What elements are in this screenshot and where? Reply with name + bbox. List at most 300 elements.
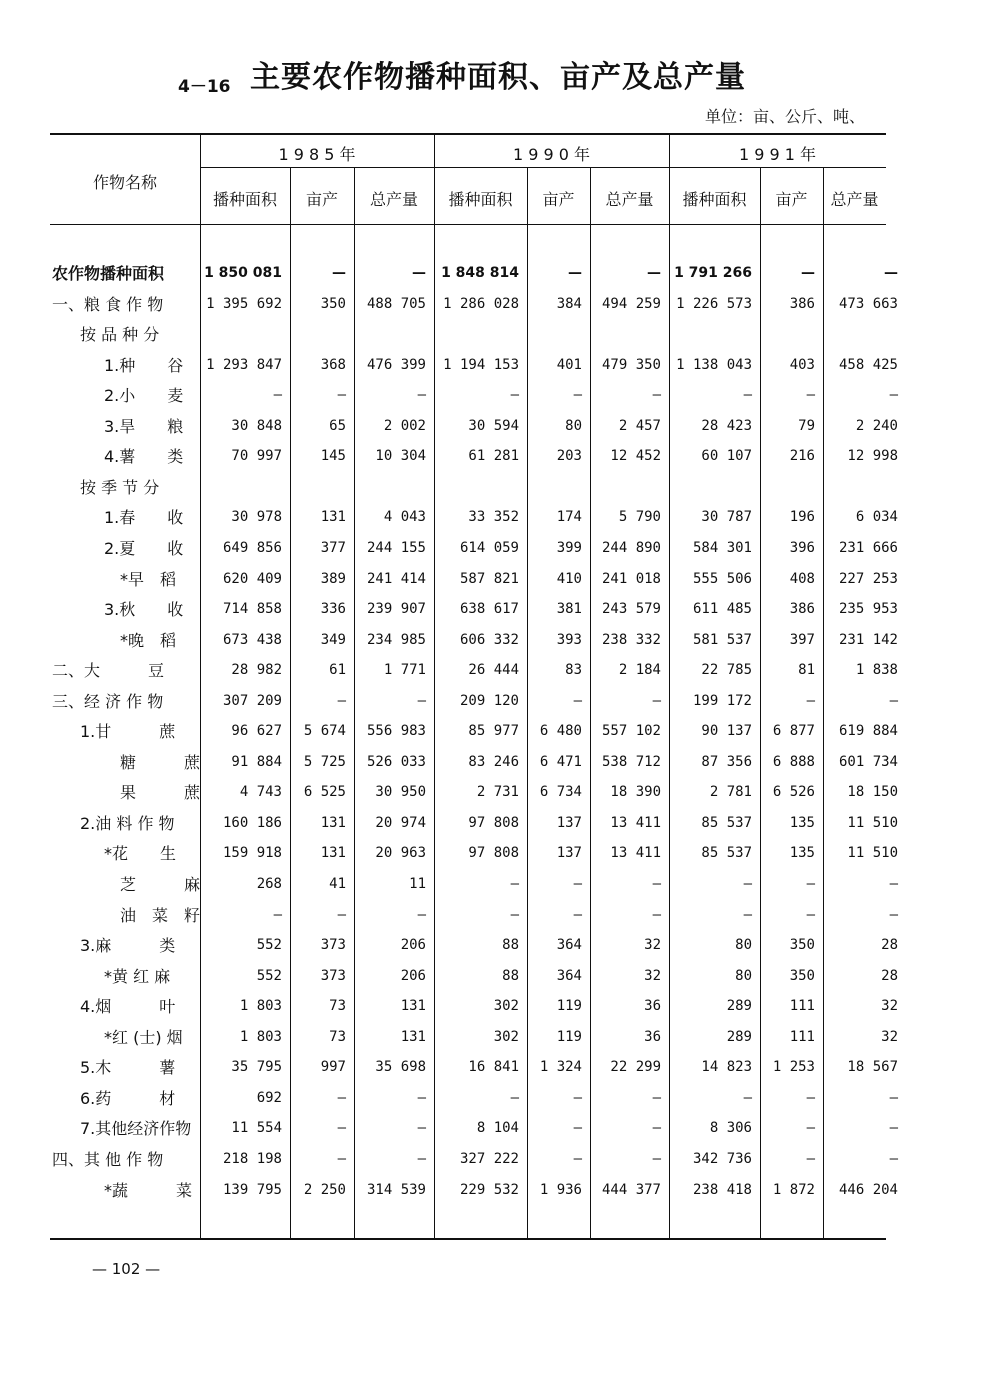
value-cell: —	[337, 906, 346, 923]
header-total-output: 总产量	[369, 190, 418, 209]
value-cell: —	[889, 387, 898, 404]
value-cell: 11 510	[847, 845, 898, 862]
value-cell	[356, 472, 426, 503]
value-cell: 389	[320, 570, 346, 587]
value-cell: 336	[320, 601, 346, 618]
value-cell: 96 627	[231, 723, 282, 740]
value-cell: 216	[789, 448, 815, 465]
header-total-output: 总产量	[830, 190, 879, 209]
value-cell: —	[743, 906, 752, 923]
value-cell: 91 884	[231, 753, 282, 770]
value-cell: 18 567	[847, 1059, 898, 1076]
value-cell	[286, 319, 346, 350]
value-cell: —	[652, 906, 661, 923]
table-row	[0, 1175, 1000, 1206]
value-cell: 11 510	[847, 814, 898, 831]
value-cell: 28 982	[231, 662, 282, 679]
value-cell: 373	[320, 967, 346, 984]
table-row	[0, 900, 1000, 931]
header-total-output: 总产量	[605, 190, 654, 209]
value-cell: 206	[400, 967, 426, 984]
value-cell: 1 872	[772, 1181, 815, 1198]
value-cell: —	[332, 265, 346, 281]
crop-name: 按 品 种 分	[80, 325, 160, 345]
value-cell: 209 120	[459, 692, 519, 709]
value-cell	[286, 472, 346, 503]
value-cell: 119	[556, 1028, 582, 1045]
value-cell: 139 795	[222, 1181, 282, 1198]
value-cell: 35 795	[231, 1059, 282, 1076]
value-cell: —	[412, 265, 426, 281]
value-cell: 401	[556, 356, 582, 373]
header-year-1991: 1 9 9 1 年	[738, 145, 817, 164]
table-row	[0, 655, 1000, 686]
value-cell: 8 104	[476, 1120, 519, 1137]
value-cell	[672, 319, 752, 350]
value-cell: 5 674	[303, 723, 346, 740]
header-yield: 亩产	[542, 190, 575, 209]
value-cell: —	[337, 1150, 346, 1167]
table-row	[0, 625, 1000, 656]
table-row	[0, 1113, 1000, 1144]
value-cell: 368	[320, 356, 346, 373]
value-cell: 581 537	[692, 631, 752, 648]
table-row	[0, 869, 1000, 900]
value-cell: —	[889, 692, 898, 709]
table-row	[0, 930, 1000, 961]
value-cell: 234 985	[366, 631, 426, 648]
crop-name: *花 生	[104, 844, 177, 864]
value-cell: 61	[329, 662, 346, 679]
value-cell: 350	[789, 967, 815, 984]
value-cell: 314 539	[366, 1181, 426, 1198]
table-row	[0, 838, 1000, 869]
value-cell: 473 663	[838, 295, 898, 312]
table-row	[0, 1052, 1000, 1083]
table-row	[0, 258, 1000, 289]
value-cell: 1 226 573	[676, 295, 752, 312]
crop-name: 芝 麻	[120, 875, 201, 894]
value-cell: 494 259	[601, 295, 661, 312]
crop-name: 3.旱 粮	[104, 416, 184, 436]
value-cell	[672, 472, 752, 503]
crop-name: 1.春 收	[104, 508, 184, 528]
value-cell: —	[273, 387, 282, 404]
value-cell: 231 666	[838, 539, 898, 556]
value-cell: 65	[329, 417, 346, 434]
value-cell: —	[889, 1089, 898, 1106]
value-cell: 131	[400, 1028, 426, 1045]
header-year-1985: 1 9 8 5 年	[278, 145, 356, 164]
value-cell: 203	[556, 448, 582, 465]
value-cell: 611 485	[692, 601, 752, 618]
value-cell: 381	[556, 601, 582, 618]
value-cell: 60 107	[701, 448, 752, 465]
unit-note: 单位：亩、公斤、吨、	[704, 107, 865, 126]
value-cell: 11 554	[231, 1120, 282, 1137]
table-row	[0, 564, 1000, 595]
value-cell: 18 390	[610, 784, 661, 801]
table-row	[0, 472, 1000, 503]
value-cell: —	[573, 1120, 582, 1137]
value-cell: —	[417, 387, 426, 404]
value-cell	[591, 472, 661, 503]
value-cell: 692	[256, 1089, 282, 1106]
table-row	[0, 289, 1000, 320]
header-yield: 亩产	[305, 190, 338, 209]
value-cell: —	[884, 265, 898, 281]
value-cell: 1 850 081	[204, 265, 282, 281]
value-cell: 584 301	[692, 539, 752, 556]
value-cell: 446 204	[838, 1181, 898, 1198]
value-cell: 4 043	[383, 509, 426, 526]
page-title: 主要农作物播种面积、亩产及总产量	[250, 60, 746, 95]
value-cell	[200, 472, 282, 503]
value-cell: —	[573, 876, 582, 892]
value-cell: 30 978	[231, 509, 282, 526]
table-row	[0, 716, 1000, 747]
value-cell: —	[806, 1150, 815, 1167]
value-cell: 131	[320, 845, 346, 862]
value-cell: 476 399	[366, 356, 426, 373]
crop-name: 二、大 豆	[52, 661, 165, 681]
value-cell: 145	[320, 448, 346, 465]
value-cell: 384	[556, 295, 582, 312]
value-cell: —	[417, 1120, 426, 1137]
value-cell: 199 172	[692, 692, 752, 709]
value-cell: 32	[644, 967, 661, 984]
value-cell: 8 306	[709, 1120, 752, 1137]
value-cell: 235 953	[838, 601, 898, 618]
header-year-1990: 1 9 9 0 年	[512, 145, 591, 164]
value-cell: 83 246	[468, 753, 519, 770]
value-cell: —	[743, 876, 752, 892]
value-cell: 11	[409, 876, 426, 892]
crop-name: 1.种 谷	[104, 355, 184, 375]
table-number: 4－16	[178, 77, 231, 97]
crop-name: 糖 蔗	[120, 752, 201, 772]
value-cell: 36	[644, 1028, 661, 1045]
crop-name: 5.木 薯	[80, 1058, 176, 1078]
value-cell: 1 286 028	[443, 295, 519, 312]
value-cell: —	[806, 1120, 815, 1137]
crop-name: 三、经 济 作 物	[52, 691, 164, 711]
value-cell: 243 579	[601, 601, 661, 618]
value-cell: —	[652, 1120, 661, 1137]
crop-name: 按 季 节 分	[80, 477, 160, 497]
value-cell: 30 787	[701, 509, 752, 526]
crop-name: 四、其 他 作 物	[52, 1149, 164, 1169]
value-cell: 1 771	[383, 662, 426, 679]
value-cell: 28 423	[701, 417, 752, 434]
value-cell: 206	[400, 937, 426, 954]
value-cell: —	[806, 1089, 815, 1106]
crop-name: 6.药 材	[80, 1088, 176, 1108]
value-cell: 73	[329, 1028, 346, 1045]
crop-name: 1.甘 蔗	[80, 722, 176, 742]
crop-name: *早 稻	[120, 569, 177, 589]
value-cell: 80	[565, 417, 582, 434]
value-cell: 85 537	[701, 845, 752, 862]
value-cell: 619 884	[838, 723, 898, 740]
value-cell: 238 332	[601, 631, 661, 648]
value-cell: 131	[320, 814, 346, 831]
value-cell: 649 856	[222, 539, 282, 556]
value-cell: 20 963	[375, 845, 426, 862]
title-row	[0, 50, 1000, 100]
value-cell: 557 102	[601, 723, 661, 740]
value-cell: 6 888	[772, 753, 815, 770]
value-cell: —	[510, 906, 519, 923]
value-cell: —	[573, 1150, 582, 1167]
value-cell: 32	[881, 1028, 898, 1045]
value-cell: 111	[789, 1028, 815, 1045]
value-cell: 244 155	[366, 539, 426, 556]
value-cell: 229 532	[459, 1181, 519, 1198]
value-cell: 458 425	[838, 356, 898, 373]
value-cell: —	[417, 692, 426, 709]
value-cell: —	[889, 906, 898, 923]
value-cell: 6 525	[303, 784, 346, 801]
value-cell: 1 848 814	[441, 265, 519, 281]
value-cell: 2 457	[618, 417, 661, 434]
value-cell: 364	[556, 967, 582, 984]
value-cell: 22 299	[610, 1059, 661, 1076]
value-cell: 131	[320, 509, 346, 526]
value-cell: 350	[789, 937, 815, 954]
value-cell: 377	[320, 539, 346, 556]
value-cell: 1 194 153	[443, 356, 519, 373]
value-cell: —	[573, 387, 582, 404]
value-cell: 2 240	[855, 417, 898, 434]
value-cell: 28	[881, 967, 898, 984]
value-cell: 160 186	[222, 814, 282, 831]
value-cell: —	[889, 876, 898, 892]
value-cell: —	[337, 387, 346, 404]
value-cell: 538 712	[601, 753, 661, 770]
value-cell: 244 890	[601, 539, 661, 556]
value-cell: 41	[329, 876, 346, 892]
value-cell: 1 324	[539, 1059, 582, 1076]
value-cell: 488 705	[366, 295, 426, 312]
value-cell: 714 858	[222, 601, 282, 618]
value-cell: 6 734	[539, 784, 582, 801]
value-cell: 137	[556, 845, 582, 862]
value-cell: 1 253	[772, 1059, 815, 1076]
value-cell: 80	[735, 967, 752, 984]
value-cell: 327 222	[459, 1150, 519, 1167]
value-cell: 85 537	[701, 814, 752, 831]
header-crop-name: 作物名称	[92, 173, 157, 192]
value-cell: 393	[556, 631, 582, 648]
value-cell: 289	[726, 998, 752, 1015]
table-row	[0, 502, 1000, 533]
value-cell: 35 698	[375, 1059, 426, 1076]
value-cell: 444 377	[601, 1181, 661, 1198]
value-cell: 2 002	[383, 417, 426, 434]
crop-name: 3.麻 类	[80, 936, 176, 956]
value-cell: 555 506	[692, 570, 752, 587]
value-cell	[356, 319, 426, 350]
crop-name: 2.油 料 作 物	[80, 813, 175, 833]
value-cell: 239 907	[366, 601, 426, 618]
crop-name: *蔬 菜	[104, 1180, 193, 1200]
value-cell: 307 209	[222, 692, 282, 709]
value-cell: —	[806, 387, 815, 404]
value-cell: 90 137	[701, 723, 752, 740]
value-cell: 231 142	[838, 631, 898, 648]
value-cell: 33 352	[468, 509, 519, 526]
value-cell: 22 785	[701, 662, 752, 679]
value-cell: —	[652, 876, 661, 892]
value-cell: 70 997	[231, 448, 282, 465]
table-row	[0, 686, 1000, 717]
value-cell: 73	[329, 998, 346, 1015]
value-cell: 6 034	[855, 509, 898, 526]
value-cell: 620 409	[222, 570, 282, 587]
table-row	[0, 961, 1000, 992]
value-cell: 268	[256, 876, 282, 892]
value-cell: 673 438	[222, 631, 282, 648]
header-sown-area: 播种面积	[212, 190, 277, 209]
value-cell: 32	[644, 937, 661, 954]
value-cell: 137	[556, 814, 582, 831]
value-cell: —	[889, 1150, 898, 1167]
value-cell: 386	[789, 295, 815, 312]
value-cell: —	[889, 1120, 898, 1137]
value-cell	[200, 319, 282, 350]
value-cell: 196	[789, 509, 815, 526]
value-cell: 479 350	[601, 356, 661, 373]
value-cell: 638 617	[459, 601, 519, 618]
crop-name: 3.秋 收	[104, 600, 184, 620]
value-cell: 2 184	[618, 662, 661, 679]
value-cell: 397	[789, 631, 815, 648]
table-row	[0, 1022, 1000, 1053]
value-cell: —	[510, 387, 519, 404]
value-cell: 13 411	[610, 814, 661, 831]
value-cell: 12 998	[847, 448, 898, 465]
value-cell: 87 356	[701, 753, 752, 770]
table-bottom-rule	[50, 1238, 886, 1240]
value-cell: 606 332	[459, 631, 519, 648]
value-cell: 1 936	[539, 1181, 582, 1198]
value-cell: 1 138 043	[676, 356, 752, 373]
value-cell: 1 293 847	[206, 356, 282, 373]
value-cell	[828, 319, 898, 350]
value-cell: 1 803	[239, 1028, 282, 1045]
value-cell: 131	[400, 998, 426, 1015]
value-cell: 20 974	[375, 814, 426, 831]
crop-name: 7.其他经济作物	[80, 1119, 192, 1139]
value-cell: 6 526	[772, 784, 815, 801]
year-underline	[200, 167, 886, 168]
value-cell: 30 594	[468, 417, 519, 434]
value-cell: 135	[789, 845, 815, 862]
value-cell: 159 918	[222, 845, 282, 862]
value-cell: —	[337, 1089, 346, 1106]
value-cell: —	[806, 876, 815, 892]
value-cell: 241 414	[366, 570, 426, 587]
value-cell	[434, 472, 519, 503]
table-row	[0, 411, 1000, 442]
crop-name: 果 蔗	[120, 783, 201, 803]
value-cell: —	[417, 1150, 426, 1167]
value-cell: 302	[493, 998, 519, 1015]
header-yield: 亩产	[775, 190, 808, 209]
crop-name: *黄 红 麻	[104, 966, 171, 986]
table-row	[0, 350, 1000, 381]
value-cell: 238 418	[692, 1181, 752, 1198]
value-cell: 1 803	[239, 998, 282, 1015]
value-cell: 526 033	[366, 753, 426, 770]
value-cell: —	[573, 906, 582, 923]
crop-name: 2.小 麦	[104, 386, 184, 406]
crop-name: 4.薯 类	[104, 447, 184, 467]
value-cell: 88	[502, 937, 519, 954]
value-cell: —	[337, 692, 346, 709]
value-cell: 403	[789, 356, 815, 373]
value-cell: —	[647, 265, 661, 281]
value-cell: —	[652, 1089, 661, 1106]
value-cell: 373	[320, 937, 346, 954]
value-cell: —	[337, 1120, 346, 1137]
value-cell: —	[510, 1089, 519, 1106]
value-cell: 1 395 692	[206, 295, 282, 312]
header-sown-area: 播种面积	[448, 190, 513, 209]
value-cell: 399	[556, 539, 582, 556]
value-cell: —	[417, 1089, 426, 1106]
value-cell: 28	[881, 937, 898, 954]
crop-name: 油 菜 籽	[120, 905, 201, 925]
crop-name: 一、粮 食 作 物	[52, 294, 164, 314]
value-cell: 2 781	[709, 784, 752, 801]
value-cell: —	[510, 876, 519, 892]
value-cell: —	[273, 906, 282, 923]
value-cell: 61 281	[468, 448, 519, 465]
value-cell: 30 848	[231, 417, 282, 434]
table-row	[0, 777, 1000, 808]
value-cell: 81	[798, 662, 815, 679]
value-cell: 6 480	[539, 723, 582, 740]
value-cell: 218 198	[222, 1150, 282, 1167]
value-cell	[755, 319, 815, 350]
value-cell: 6 877	[772, 723, 815, 740]
value-cell	[434, 319, 519, 350]
value-cell: —	[801, 265, 815, 281]
value-cell: 1 791 266	[674, 265, 752, 281]
value-cell: 552	[256, 937, 282, 954]
value-cell: —	[743, 1089, 752, 1106]
value-cell: 135	[789, 814, 815, 831]
value-cell: 556 983	[366, 723, 426, 740]
value-cell: 410	[556, 570, 582, 587]
value-cell: 26 444	[468, 662, 519, 679]
value-cell: —	[806, 906, 815, 923]
value-cell: 408	[789, 570, 815, 587]
crop-name: *红 (士) 烟	[104, 1027, 183, 1047]
crop-name: 4.烟 叶	[80, 997, 176, 1017]
value-cell: 350	[320, 295, 346, 312]
value-cell: 1 838	[855, 662, 898, 679]
value-cell: 88	[502, 967, 519, 984]
value-cell: 6 471	[539, 753, 582, 770]
value-cell: 241 018	[601, 570, 661, 587]
value-cell: 13 411	[610, 845, 661, 862]
value-cell: 2 731	[476, 784, 519, 801]
value-cell: 111	[789, 998, 815, 1015]
page-number: — 102 —	[92, 1260, 161, 1278]
